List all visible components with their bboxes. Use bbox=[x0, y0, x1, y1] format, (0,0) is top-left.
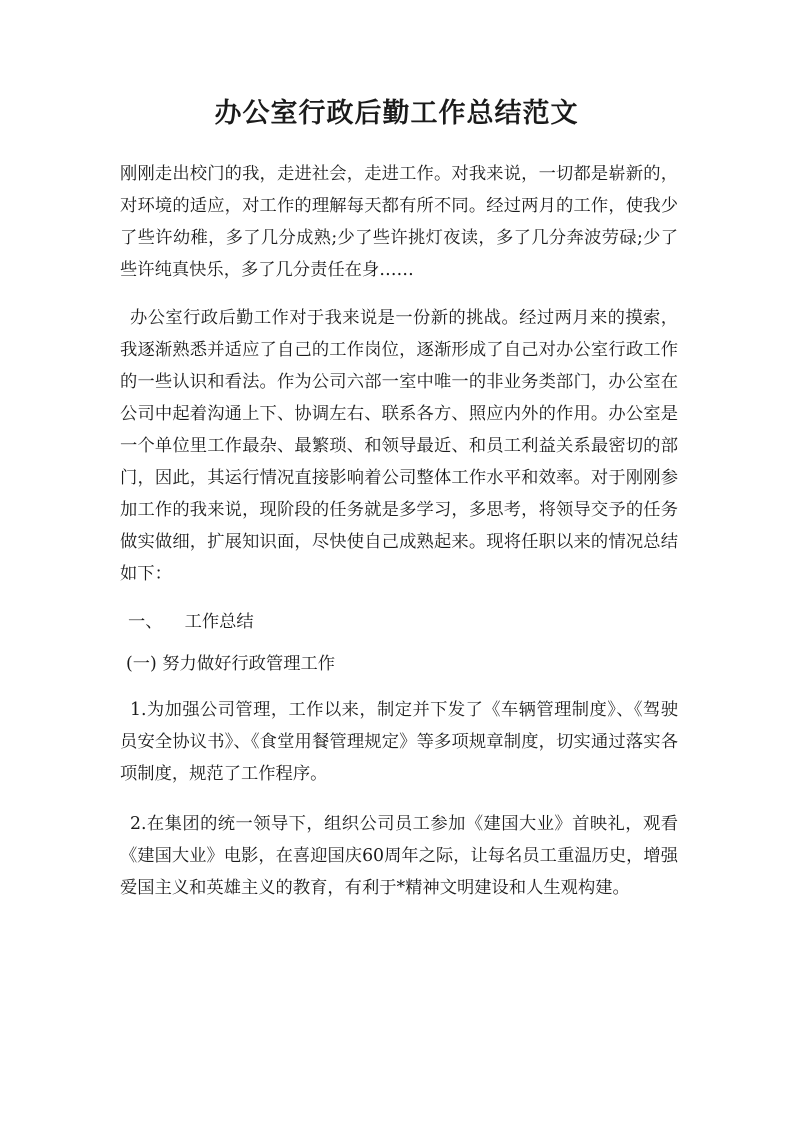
section-heading-text: 工作总结 bbox=[184, 612, 254, 632]
paragraph-item-1: 1.为加强公司管理，工作以来，制定并下发了《车辆管理制度》、《驾驶员安全协议书》、《食堂用餐管理规定》等多项规章制度，切实通过落实各项制度，规范了工作程序。 bbox=[120, 700, 678, 784]
subsection-heading: (一) 努力做好行政管理工作 bbox=[126, 654, 336, 674]
section-heading-number: 一、 bbox=[128, 612, 163, 632]
document-title: 办公室行政后勤工作总结范文 bbox=[214, 98, 579, 129]
paragraph-overview: 办公室行政后勤工作对于我来说是一份新的挑战。经过两月来的摸索，我逐渐熟悉并适应了自己的工作岗位，逐渐形成了自己对办公室行政工作的一些认识和看法。作为公司六部一室中唯一的非业务类部门，办公室在公司中起着沟通上下、协调左右、联系各方、照应内外的作用。办公室是一个单位里工作最杂、最繁琐、和领导最近、和员工利益关系最密切的部门，因此，其运行情况直接影响着公司整体工作水平和效率。对于刚刚参加工作的我来说，现阶段的任务就是多学习，多思考，将领导交予的任务做实做细，扩展知识面，尽快使自己成熟起来。现将任职以来的情况总结如下： bbox=[120, 308, 678, 584]
paragraph-intro: 刚刚走出校门的我，走进社会，走进工作。对我来说，一切都是崭新的，对环境的适应，对工作的理解每天都有所不同。经过两月的工作，使我少了些许幼稚，多了几分成熟;少了些许挑灯夜读，多了几分奔波劳碌;少了些许纯真快乐，多了几分责任在身…… bbox=[120, 164, 678, 280]
paragraph-item-2: 2.在集团的统一领导下，组织公司员工参加《建国大业》首映礼，观看《建国大业》电影，在喜迎国庆60周年之际，让每名员工重温历史，增强爱国主义和英雄主义的教育，有利于*精神文明建设和人生观构建。 bbox=[120, 814, 678, 898]
document-body bbox=[120, 158, 678, 904]
section-heading bbox=[120, 606, 678, 638]
